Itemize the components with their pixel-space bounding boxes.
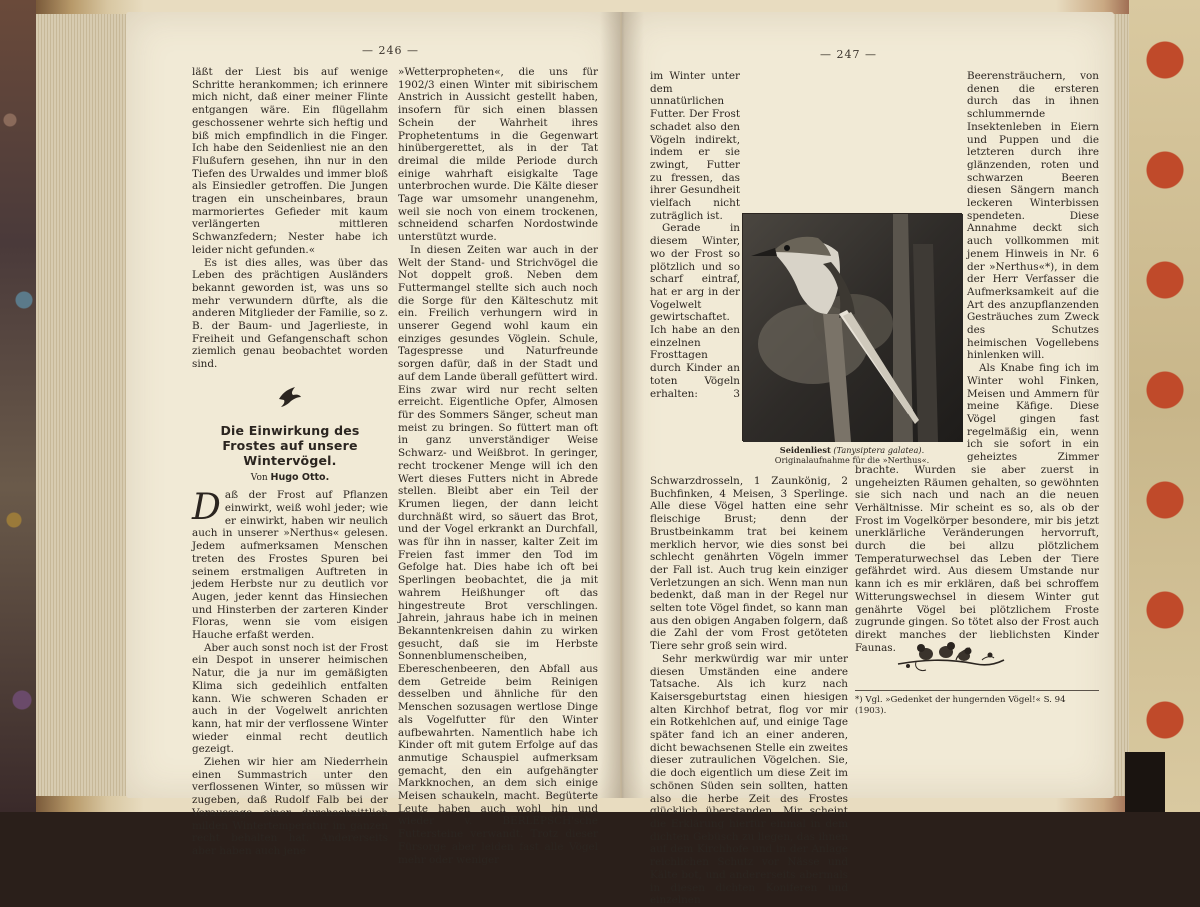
caption-title: Seidenliest (779, 445, 831, 455)
paragraph: In diesen Zeiten war auch in der Welt der Stand- und Strichvögel die Not doppelt groß. Neben dem Futtermangel stellte sich auch noch die Sorge für den Kälteschutz mit ein. Freilich verhungern wird in unserer Gegend wohl kaum ein einziges gesundes Vöglein. Schule, Tagespresse und Naturfreunde sorgen dafür, daß in der Stadt und auf dem Lande überall gefüttert wird. Eins zwar wird nur recht selten erreicht. Eigentliche Opfer, Almosen für des Sommers Sänger, scheut man meist zu bringen. So füttert man oft in ganz unverständiger Weise Schwarz- und Weißbrot. In geringer, recht trockener Menge will ich den Wert dieses Futters nicht in Abrede stellen. Bleibt aber ein Teil der Krumen liegen, der dann leicht durchnäßt wird, so säuert das Brot, und der Vogel erkrankt an Durchfall, was für ihn in nasser, kalter Zeit im Freien fast immer den Tod im Gefolge hat. Dies habe ich oft bei Sperlingen beobachtet, die ja mit wahrem Heißhunger oft das hingestreute Brot verschlingen. Jahrein, jahraus habe ich in meinen Bekanntenkreisen dahin zu wirken gesucht, daß sie im Herbste Sonnenblumenscheiben, Ebereschenbeeren, den Abfall aus dem Getreide beim Reinigen desselben und ähnliche für den Menschen sozusagen wertlose Dinge als Vogelfutter für den Winter aufbewahrten. Namentlich habe ich Kinder oft mit gutem Erfolge auf das anmutige Schauspiel aufmerksam gemacht, den ein aufgehängter Markknochen, an dem sich einige Meisen schaukeln, macht. Begüterte Leute haben auch wohl hin und wieder v. BERLEPSCH'sche Futtersteine verwandt. Trotz dieser Fürsorge aber leiden fast alle Vögel mehr oder weniger (398, 243, 598, 866)
paragraph: im Winter unter dem unnatürlichen Futter. Der Frost schadet also den Vögeln indirekt, indem er sie zwingt, Futter zu fressen, das ihrer Gesundheit vielfach nicht zuträglich ist. (650, 70, 740, 222)
byline-prefix: Von (250, 472, 268, 483)
right-column-1 (650, 70, 848, 907)
page-stack-right (1113, 14, 1129, 796)
decorative-cover-right (1129, 0, 1200, 812)
paragraph: Gerade in diesem Winter, wo der Frost so plötzlich und so scharf eintraf, hat er arg in der Vogelwelt gewirtschaftet. Ich habe an den einzelnen Frosttagen durch Kinder an toten Vögeln erhalten: 3 Schwarzdrosseln, 1 Zaunkönig, 2 Buchfinken, 4 Meisen, 3 Sperlinge. Alle diese Vögel hatten eine sehr fleischige Brust; denn der Brustbeinkamm trat bei keinem merklich hervor, wie dies sonst bei schlecht genährten Vögeln immer der Fall ist. Auch trug kein einziger Verletzungen an sich. Wenn man nun bedenkt, daß man in der Regel nur selten tote Vögel findet, so kann man aus den obigen Angaben folgern, daß die Zahl der vom Frost getöteten Tiere sehr groß sein wird. (650, 222, 848, 653)
caption-latin: (Tanysiptera galatea). (833, 445, 925, 455)
cover-corner (1125, 752, 1165, 812)
caption-credit: Originalaufnahme für die »Nerthus«. (774, 455, 930, 465)
ornament (192, 385, 388, 413)
paragraph: läßt der Liest bis auf wenige Schritte herankommen; ich erinnere mich nicht, daß einer meiner Flinte entgangen wäre. Ein flügellahm geschossener wehrte sich heftig und biß mich empfindlich in die Finger. Ich habe den Seidenliest nie an den Flußufern gesehen, ihn nur in den Tiefen des Urwaldes und immer bloß als Einsiedler getroffen. Die Jungen tragen ein unscheinbares, braun marmoriertes Gefieder mit kaum verlängerten mittleren Schwanzfedern; Nester habe ich leider nicht gefunden.« (192, 66, 388, 256)
paragraph: Ziehen wir hier am Niederrhein einen Summastrich unter den verflossenen Winter, so müssen wir zugeben, daß Rudolf Falb bei der Voraussage einer durchschnittlich milden Wintertemperatur im ganzen recht behalten hat. Andererseits aber haben auch jene (192, 756, 388, 857)
paragraph: Sehr merkwürdig war mir unter diesen Umständen eine andere Tatsache. Als ich kurz nach Kaisersgeburtstag einen hiesigen alten Kirchhof betrat, flog vor mir ein Rotkehlchen auf, und einige Tage später fand ich an einer anderen, dicht bewachsenen Stelle ein zweites dieser zutraulichen Vögelchen. Sie, die doch eigentlich um diese Zeit im schönen Süden sein sollten, hatten also die herbe Zeit des Frostes glücklich überstanden. Mir scheint die Erklärung hierfür einmal in dem dichten Gebüsch zu liegen, das ihnen auf dem Kirchhofe und in der Anlage reichlichen Schutz vor Nässe und Kälte bot, und andererseits abermals in diesen dichten Koniferen und einzelnen (650, 652, 848, 907)
photo-wrap-spacer (855, 194, 967, 460)
page-stack-left (36, 14, 128, 796)
photo-wrap-spacer (740, 213, 848, 475)
paragraph: Es ist dies alles, was über das Leben des prächtigen Ausländers bekannt geworden ist, was uns so mehr verwundern dürfte, als die anderen Mitglieder der Familie, so z. B. der Baum- und Jagerlieste, in Freiheit und Gefangenschaft schon ziemlich genau beobachtet worden sind. (192, 256, 388, 371)
birds-vignette (896, 630, 1006, 678)
article-title: Die Einwirkung des Frostes auf unsere Wintervögel. (220, 422, 360, 468)
right-page-number: — 247 — (820, 48, 877, 61)
paragraph: Beerensträuchern, von denen die ersteren durch das in ihnen schlummernde Insektenleben in Eiern und Puppen und die letzteren durch ihre glänzenden, roten und schwarzen Beeren diesen Sängern manch leckeren Winterbissen spendeten. Diese Annahme deckt sich auch vollkommen mit jenem Hinweis in Nr. 6 der »Nerthus«*), in dem der Herr Verfasser die Aufmerksamkeit auf die Art des anzupflanzenden Gesträuches zum Zweck des Schutzes heimischen Vogellebens hinlenken will. (967, 70, 1099, 362)
paragraph-text: aß der Frost auf Pflanzen einwirkt, weiß wohl jeder; wie er einwirkt, haben wir neulich auch in unserer »Nerthus« gelesen. Jedem aufmerksamen Menschen treten des Frostes Spuren bei seinem erstmaligen Auftreten in jedem Herbste nur zu deutlich vor Augen, jeder kennt das Hinsiechen und Hinsterben der zarteren Kinder Floras, wenn sie vom eisigen Hauche erfaßt werden. (192, 489, 388, 642)
left-column-2 (398, 66, 598, 866)
paragraph-with-dropcap (192, 489, 388, 641)
paragraph: »Wetterpropheten«, die uns für 1902/3 einen Winter mit sibirischem Anstrich in Aussicht gestellt haben, insofern für sich einen blassen Schein der Wahrheit ihres Prophetentums in die Gegenwart hinübergerettet, als in der Tat dreimal die milde Periode durch einige wahrhaft eisigkalte Tage unterbrochen wurde. Die Kälte dieser Tage war umsomehr unangenehm, weil sie noch von einem trockenen, schneidend scharfen Nordostwinde unterstützt wurde. (398, 66, 598, 244)
marbled-cover-left (0, 0, 36, 812)
paragraph: Als Knabe fing ich im Winter wohl Finken, Meisen und Ammern für meine Käfige. Diese Vögel gingen fast regelmäßig ein, wenn ich sie sofort in ein geheiztes Zimmer brachte. Wurden sie aber zuerst in ungeheizten Räumen gehalten, so gewöhnten sie sich nach und nach an die neuen Verhältnisse. Mir scheint es so, als ob der Frost im Vogelkörper besondere, mir bis jetzt unerklärliche Veränderungen hervorruft, durch die bei allzu plötzlichem Temperaturwechsel das Leben der Tiere gefährdet wird. Aus diesem Umstande nur kann ich es mir erklären, daß bei schroffem Witterungswechsel in diesem Winter gut genährte Vögel bei plötzlichem Froste zugrunde gingen. So tötet also der Frost auch direkt manches der lieblichsten Kinder Faunas. (855, 362, 1099, 654)
paragraph: Aber auch sonst noch ist der Frost ein Despot in unserer heimischen Natur, die ja nur im gemäßigten Klima sich gedeihlich entfalten kann. Wie schweren Schaden er auch in der Vogelwelt anrichten kann, hat mir der verflossene Winter wieder einmal recht deutlich gezeigt. (192, 641, 388, 756)
byline (192, 472, 388, 485)
dropcap: D (192, 487, 221, 529)
left-column-1 (192, 66, 388, 858)
birds-on-branch-icon (896, 630, 1006, 674)
bird-ornament-icon (277, 385, 303, 409)
right-column-2 (855, 70, 1099, 654)
byline-author: Hugo Otto. (270, 471, 330, 483)
footnote: *) Vgl. »Gedenket der hungernden Vögel!« S. 94 (1903). (855, 690, 1099, 717)
left-page-number: — 246 — (362, 44, 419, 57)
